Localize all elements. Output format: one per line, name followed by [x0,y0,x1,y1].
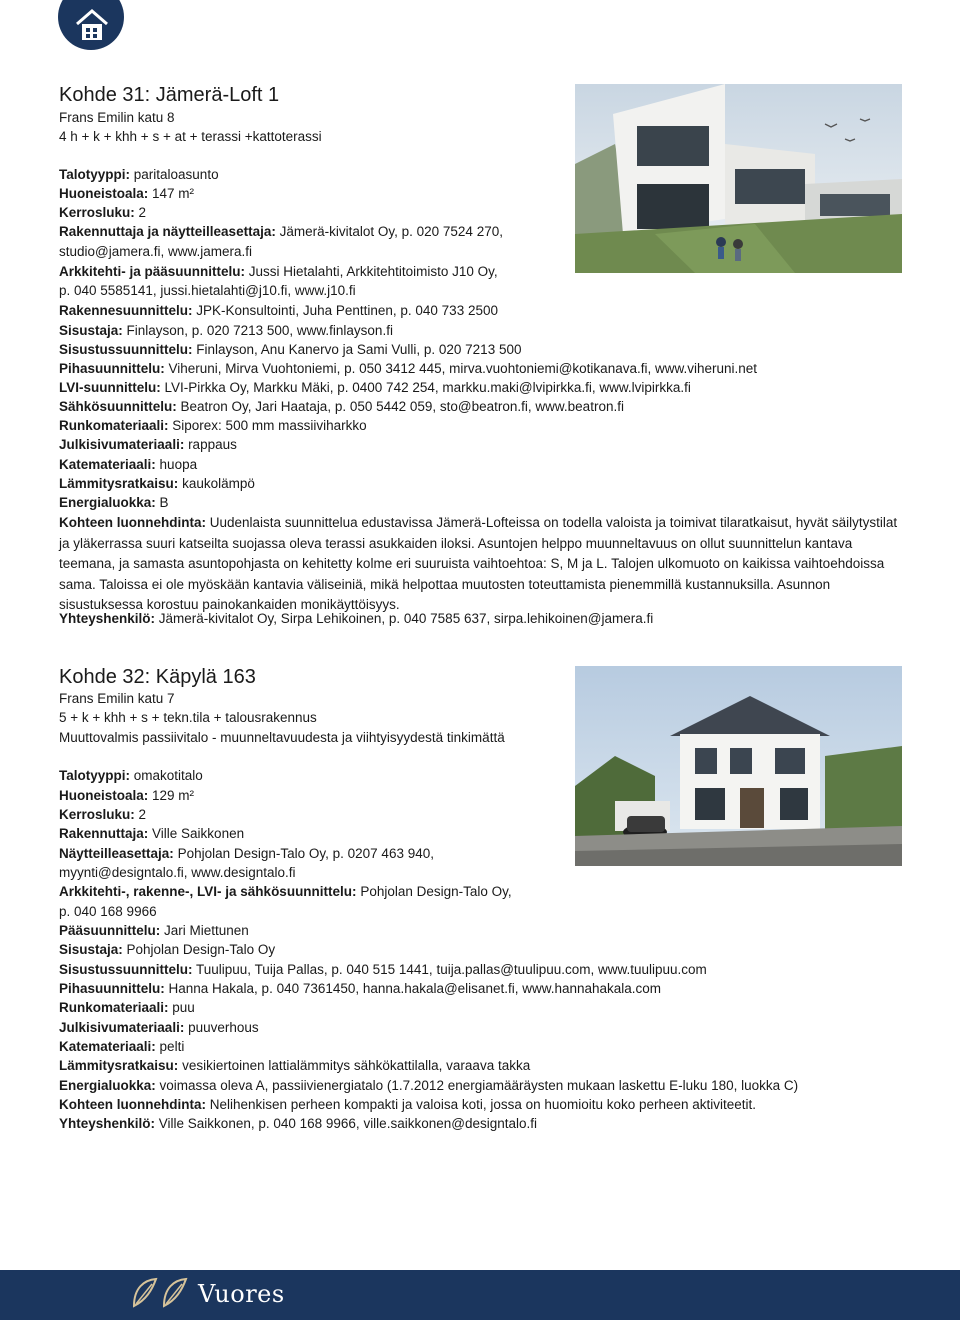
kohde31-runkomateriaali: Runkomateriaali: Siporex: 500 mm massiiviharkko [59,418,367,433]
kohde32-arkkitehti: Arkkitehti-, rakenne-, LVI- ja sähkösuunnittelu: Pohjolan Design-Talo Oy, [59,884,512,899]
page-footer [0,1270,960,1320]
kohde32-title: Kohde 32: Käpylä 163 [59,666,256,688]
kohde32-pihasuunnittelu: Pihasuunnittelu: Hanna Hakala, p. 040 7361450, hanna.hakala@elisanet.fi, www.hannahakala.com [59,981,662,996]
page-header [0,0,960,50]
header-title: ASUNTOMESSUT TAMPEREELLA [129,9,375,26]
kohde31-rakennuttaja-cont: studio@jamera.fi, www.jamera.fi [59,244,253,259]
kohde32-sisustaja: Sisustaja: Pohjolan Design-Talo Oy [59,942,276,957]
kohde32-rakennuttaja: Rakennuttaja: Ville Saikkonen [59,826,245,841]
kohde31-title: Kohde 31: Jämerä-Loft 1 [59,84,280,106]
kohde32-katemateriaali: Katemateriaali: pelti [59,1039,185,1054]
kohde31-yhteyshenkilo: Yhteyshenkilö: Jämerä-kivitalot Oy, Sirpa Lehikoinen, p. 040 7585 637, sirpa.lehikoinen@jamera.fi [59,611,654,626]
kohde32-tagline: Muuttovalmis passiivitalo - muunneltavuudesta ja viihtyisyydestä tinkimättä [59,730,505,745]
kohde32-arkkitehti-cont: p. 040 168 9966 [59,904,157,919]
kohde31-arkkitehti: Arkkitehti- ja pääsuunnittelu: Jussi Hietalahti, Arkkitehtitoimisto J10 Oy, [59,264,498,279]
leaf-logo-icon [160,1276,190,1310]
kohde32-nayttelyasettaja: Näytteilleasettaja: Pohjolan Design-Talo Oy, p. 0207 463 940, [59,846,434,861]
kohde32-lammitysratkaisu: Lämmitysratkaisu: vesikiertoinen lattialämmitys sähkökattilalla, varaava takka [59,1058,531,1073]
kohde31-sisustussuunnittelu: Sisustussuunnittelu: Finlayson, Anu Kanervo ja Sami Vulli, p. 020 7213 500 [59,342,522,357]
leaf-logo-icon [130,1276,160,1310]
kohde32-yhteyshenkilo: Yhteyshenkilö: Ville Saikkonen, p. 040 168 9966, ville.saikkonen@designtalo.fi [59,1116,537,1131]
kohde31-lammitysratkaisu: Lämmitysratkaisu: kaukolämpö [59,476,255,491]
kohde32-address: Frans Emilin katu 7 [59,691,175,706]
kohde32-photo [575,666,902,866]
kohde31-sahkosuunnittelu: Sähkösuunnittelu: Beatron Oy, Jari Haataja, p. 050 5442 059, sto@beatron.fi, www.beatron.fi [59,399,624,414]
kohde32-rooms: 5 + k + khh + s + tekn.tila + talousrakennus [59,710,317,725]
kohde31-address: Frans Emilin katu 8 [59,110,175,125]
kohde32-runkomateriaali: Runkomateriaali: puu [59,1000,195,1015]
kohde31-talotyyppi: Talotyyppi: paritaloasunto [59,167,219,182]
kohde31-kerrosluku: Kerrosluku: 2 [59,205,147,220]
kohde31-rakennesuunnittelu: Rakennesuunnittelu: JPK-Konsultointi, Juha Penttinen, p. 040 733 2500 [59,303,498,318]
kohde31-energialuokka: Energialuokka: B [59,495,169,510]
footer-brand: Vuores [198,1280,285,1308]
kohde32-energialuokka: Energialuokka: voimassa oleva A, passiivienergiatalo (1.7.2012 energiamääräysten mukaan laskettu E-luku 180, luokka C) [59,1078,799,1093]
header-date: 13.7.–12.8.2012 [129,28,238,45]
kohde32-kerrosluku: Kerrosluku: 2 [59,807,147,822]
kohde31-rooms: 4 h + k + khh + s + at + terassi +kattoterassi [59,129,322,144]
kohde32-talotyyppi: Talotyyppi: omakotitalo [59,768,203,783]
kohde31-rakennuttaja: Rakennuttaja ja näytteilleasettaja: Jämerä-kivitalot Oy, p. 020 7524 270, [59,224,503,239]
kohde31-lvi-suunnittelu: LVI-suunnittelu: LVI-Pirkka Oy, Markku Mäki, p. 0400 742 254, markku.maki@lvipirkka.fi, www.lvipirkka.fi [59,380,691,395]
kohde32-julkisivumateriaali: Julkisivumateriaali: puuverhous [59,1020,259,1035]
kohde31-katemateriaali: Katemateriaali: huopa [59,457,198,472]
kohde32-sisustussuunnittelu: Sisustussuunnittelu: Tuulipuu, Tuija Pallas, p. 040 515 1441, tuija.pallas@tuulipuu.com, www.tuulipuu.com [59,962,707,977]
kohde31-huoneistoala: Huoneistoala: 147 m² [59,186,195,201]
kohde31-photo [575,84,902,273]
kohde32-nayttelyasettaja-cont: myynti@designtalo.fi, www.designtalo.fi [59,865,296,880]
kohde32-luonnehdinta: Kohteen luonnehdinta: Nelihenkisen perheen kompakti ja valoisa koti, jossa on huomioitu koko perheen aktiviteetit. [59,1097,757,1112]
kohde31-arkkitehti-cont: p. 040 5585141, jussi.hietalahti@j10.fi, www.j10.fi [59,283,356,298]
kohde31-luonnehdinta: Kohteen luonnehdinta: Uudenlaista suunnittelua edustavissa Jämerä-Lofteissa on todella valoista ja toimivat tilaratkaisut, hyvät säilytystilat ja yläkerrassa suuri katseilta suojassa oleva terassi asukkaiden iloksi. Asuntojen helppo muunneltavuus on ollut suunnittelun kantava teemana, ja samasta asuntopohjasta on kehitetty kolme eri suuruista vaihtoehtoa: S, M ja L. Talojen ulkomuoto on kaikissa vaihtoehdoissa sama. Taloissa ei ole myöskään kantavia väliseiniä, mikä helpottaa muutosten toteuttamista pienemmillä kustannuksilla. Asunnon sisustuksessa korostuu painokankaiden monikäyttöisyys. [59,515,898,612]
kohde32-paasuunnittelu: Pääsuunnittelu: Jari Miettunen [59,923,249,938]
kohde31-pihasuunnittelu: Pihasuunnittelu: Viheruni, Mirva Vuohtoniemi, p. 050 3412 445, mirva.vuohtoniemi@kotikanava.fi, www.viheruni.net [59,361,758,376]
kohde31-sisustaja: Sisustaja: Finlayson, p. 020 7213 500, www.finlayson.fi [59,323,393,338]
kohde32-huoneistoala: Huoneistoala: 129 m² [59,788,195,803]
house-icon [74,8,110,42]
kohde31-julkisivumateriaali: Julkisivumateriaali: rappaus [59,437,237,452]
